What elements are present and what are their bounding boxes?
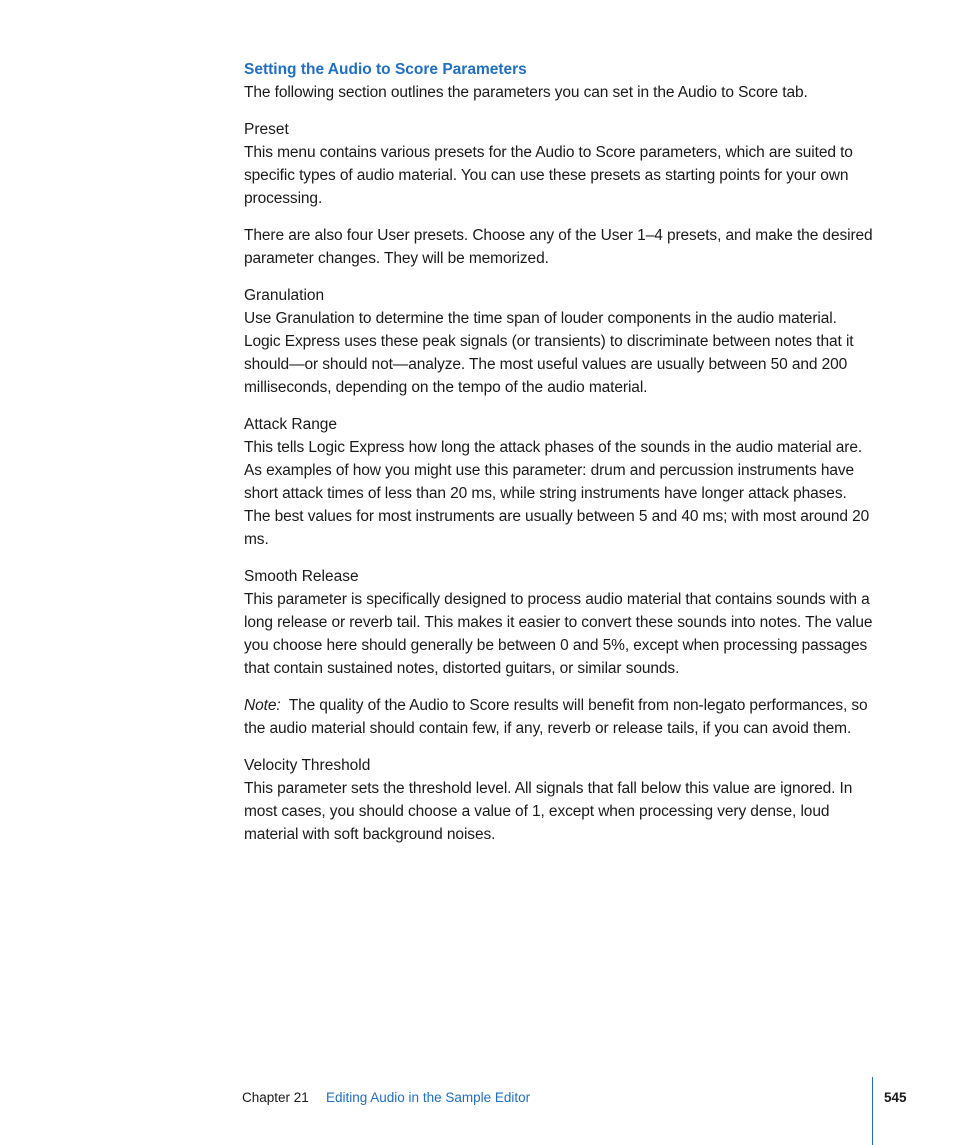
param-body-granulation: Use Granulation to determine the time span of louder components in the audio material. Logic Express uses these peak signals (or transients) to discriminate between notes that it should—or should not—analyze. The most useful values are usually between 50 and 200 milliseconds, depending on the tempo of the audio material. — [244, 310, 854, 396]
param-smooth-release — [244, 565, 874, 680]
param-body-preset: This menu contains various presets for the Audio to Score parameters, which are suited to specific types of audio material. You can use these presets as starting points for your own processing. — [244, 144, 853, 207]
param-title-granulation: Granulation — [244, 287, 325, 304]
param-title-attack-range: Attack Range — [244, 416, 338, 433]
param-body-preset-users: There are also four User presets. Choose any of the User 1–4 presets, and make the desired parameter changes. They will be memorized. — [244, 227, 873, 267]
param-preset — [244, 118, 874, 270]
note-body: The quality of the Audio to Score results will benefit from non-legato performances, so the audio material should contain few, if any, reverb or release tails, if you can avoid them. — [244, 697, 872, 737]
footer-divider — [872, 1077, 873, 1145]
param-granulation — [244, 284, 874, 399]
param-title-velocity-threshold: Velocity Threshold — [244, 757, 371, 774]
footer-chapter-title[interactable]: Editing Audio in the Sample Editor — [326, 1090, 531, 1105]
footer-chapter: Chapter 21 — [242, 1090, 309, 1105]
page-content — [244, 58, 874, 846]
note-label: Note: — [244, 697, 281, 714]
page-footer — [0, 1089, 954, 1145]
param-body-attack-range: This tells Logic Express how long the attack phases of the sounds in the audio material are. As examples of how you might use this parameter: drum and percussion instruments have short attack times of less than 20 ms, while string instruments have longer attack phases. The best values for most instruments are usually between 5 and 40 ms; with most around 20 ms. — [244, 439, 870, 548]
page-number: 545 — [884, 1090, 907, 1105]
param-velocity-threshold — [244, 754, 874, 846]
param-body-smooth-release: This parameter is specifically designed to process audio material that contains sounds with a long release or reverb tail. This makes it easier to convert these sounds into notes. The value you choose here should generally be between 0 and 5%, except when processing passages that contain sustained notes, distorted guitars, or similar sounds. — [244, 591, 873, 677]
param-title-preset: Preset — [244, 121, 289, 138]
param-attack-range — [244, 413, 874, 551]
note-paragraph — [244, 694, 874, 740]
param-body-velocity-threshold: This parameter sets the threshold level. All signals that fall below this value are ignored. In most cases, you should choose a value of 1, except when processing very dense, loud material with soft background noises. — [244, 780, 853, 843]
param-title-smooth-release: Smooth Release — [244, 568, 359, 585]
section-intro: The following section outlines the parameters you can set in the Audio to Score tab. — [244, 84, 808, 101]
section-heading: Setting the Audio to Score Parameters — [244, 61, 527, 78]
